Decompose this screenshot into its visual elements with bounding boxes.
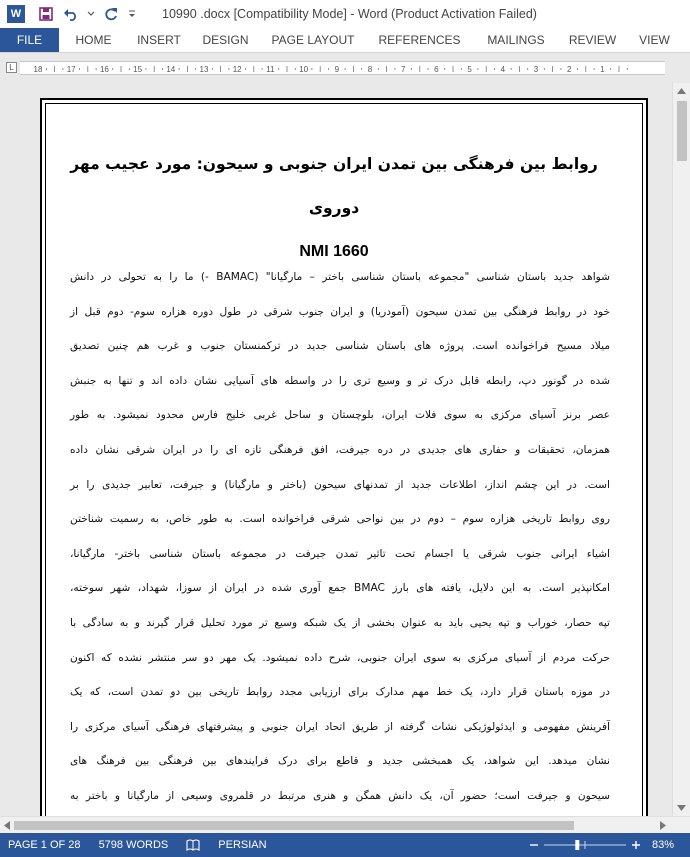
document-body[interactable]: [70, 260, 610, 814]
undo-icon[interactable]: [58, 0, 84, 28]
undo-dropdown-icon[interactable]: [84, 0, 98, 28]
document-line: آفرینش مفهومی و ایدئولوژیکی نشات گرفته از طریق اتحاد ایران جنوبی و پیشرفتهای فرهنگی آسیای مرکزی را: [70, 720, 610, 733]
document-line: عصر برنز آسیای مرکزی به سوی فلات ایران، بلوچستان و ساحل غربی خلیج فارس محدود نمیشود. به طور: [70, 409, 610, 422]
document-line: امکانپذیر است. به این دلایل، یافته های بارز BMAC جمع آوری شده در ایران از سوزا، شهداد، شهر سوخته،: [70, 582, 610, 595]
ruler-label: 10: [299, 65, 309, 74]
title-bar: [0, 0, 690, 28]
zoom-slider[interactable]: [530, 839, 640, 851]
document-line: اشیاء ایرانی جنوب شرقی یا اجسام تحت تاثیر تمدن جیرفت در مجموعه باستان شناسی باختر- مارگیانا،: [70, 547, 610, 560]
word-count[interactable]: 5798 WORDS: [98, 839, 169, 851]
document-line: روی روابط تاریخی هزاره سوم – دوم در بین نواحی شرقی فراخوانده است. به طور خاص، به رسمیت شناختن: [70, 513, 610, 526]
ruler-label: 3: [533, 65, 539, 74]
document-line: حرکت مردم از آسیای مرکزی به سوی ایران جنوبی، شرح داده نمیشود. یک مهر دو سر منتشر نشده که اکنون: [70, 651, 610, 664]
proofing-book-icon: [186, 839, 200, 851]
document-page[interactable]: [40, 98, 648, 816]
ruler-label: 17: [66, 65, 76, 74]
ribbon-tabs: [0, 28, 690, 53]
word-logo-icon[interactable]: W: [7, 5, 25, 23]
document-area[interactable]: [0, 83, 672, 816]
tab-review[interactable]: REVIEW: [568, 33, 617, 47]
document-title-line2: NMI 1660: [299, 243, 369, 260]
customize-toolbar-icon[interactable]: [124, 0, 140, 28]
redo-icon[interactable]: [98, 0, 124, 28]
page-count[interactable]: PAGE 1 OF 28: [8, 839, 81, 851]
scroll-left-icon[interactable]: [4, 821, 10, 830]
document-line: است. در این چشم انداز، اطلاعات جدید از تمدنهای سیحون (باختر و مارگیانا) و جیرفت، تعابیر جدیدی را بر: [70, 478, 610, 491]
ruler-label: 18: [33, 65, 43, 74]
ruler-label: 9: [334, 65, 340, 74]
tab-file[interactable]: FILE: [0, 28, 59, 52]
zoom-level[interactable]: 83%: [652, 839, 675, 851]
ruler-label: 16: [99, 65, 109, 74]
ruler-label: 14: [166, 65, 176, 74]
tab-home[interactable]: HOME: [75, 33, 112, 47]
ruler-label: 8: [367, 65, 373, 74]
save-icon[interactable]: [34, 0, 58, 28]
tab-design[interactable]: DESIGN: [202, 33, 249, 47]
ruler-label: 7: [400, 65, 406, 74]
window-title: 10990 .docx [Compatibility Mode] - Word (Product Activation Failed): [162, 7, 537, 21]
document-line: میلاد مسیح فراخوانده است. پروژه های باستان شناسی جدید در ترکمنستان جنوب و غرب هم چنین تصدیق: [70, 340, 610, 353]
ruler-area: [0, 53, 690, 83]
document-line: شده در گونور دپ، رابطه قابل درک تر و وسیع تری را در واسطه های آسیایی نشان داده اند و تنها به جنبش: [70, 374, 610, 387]
ruler-label: 4: [500, 65, 506, 74]
ruler-label: 1: [600, 65, 605, 74]
document-line: نشان میدهد. این شواهد، یک همبخشی جدید و قاطع برای درک فرایندهای بین فرهنگی بین فرهنگ های: [70, 755, 610, 768]
proofing-indicator[interactable]: [186, 839, 200, 851]
tab-mailings[interactable]: MAILINGS: [487, 33, 545, 47]
ruler-ticks: [20, 62, 665, 76]
tab-references[interactable]: REFERENCES: [378, 33, 461, 47]
tab-view[interactable]: VIEW: [639, 33, 670, 47]
document-title-line1: روابط بین فرهنگی بین تمدن ایران جنوبی و سیحون: مورد عجیب مهر دوروی: [70, 155, 598, 217]
zoom-in-icon: [632, 841, 640, 849]
horizontal-scroll-thumb[interactable]: [14, 821, 574, 830]
ruler-label: 15: [133, 65, 143, 74]
vertical-scroll-thumb[interactable]: [677, 101, 687, 161]
scroll-up-icon[interactable]: [677, 88, 686, 94]
ruler-label: 13: [199, 65, 209, 74]
document-line: سیحون و جیرفت است؛ حضور آن، یک دانش همگن و هنری مرتبط در قلمروی وسیعی از مارگیانا و باختر به: [70, 789, 610, 802]
ruler-label: 11: [266, 65, 275, 74]
horizontal-ruler[interactable]: [20, 61, 665, 75]
scroll-down-icon[interactable]: [677, 805, 686, 811]
ruler-label: 5: [467, 65, 472, 74]
ruler-label: 6: [434, 65, 439, 74]
ruler-label: 12: [232, 65, 242, 74]
document-title[interactable]: [62, 142, 606, 274]
zoom-slider-thumb: [575, 840, 579, 850]
ruler-label: 2: [566, 65, 572, 74]
status-bar: [0, 833, 690, 857]
quick-access-toolbar: [34, 0, 140, 28]
tab-insert[interactable]: INSERT: [137, 33, 181, 47]
document-line: تپه حصار، خوراب و تپه یحیی باید به عنوان بخشی از یک شبکه وسیع تر مورد تحلیل قرار گیرند و به سادگی با: [70, 616, 610, 629]
tab-page-layout[interactable]: PAGE LAYOUT: [271, 33, 355, 47]
document-line: شواهد جدید باستان شناسی "مجموعه باستان شناسی باختر – مارگیانا" (BAMAC -) ما را به تحولی در دانش: [70, 271, 610, 283]
language-indicator[interactable]: PERSIAN: [218, 839, 267, 851]
horizontal-scrollbar[interactable]: [0, 816, 690, 833]
tab-stop-selector[interactable]: L: [6, 62, 17, 73]
vertical-scrollbar[interactable]: [672, 83, 690, 816]
document-line: خود در روابط فرهنگی بین تمدن سیحون (آمودریا) و ایران جنوب شرقی در طول دوره هزاره سوم- دوم قبل از: [70, 305, 610, 318]
document-line: همزمان، تحقیقات و حفاری های جدیدی در دره جیرفت، افق فرهنگی تازه ای را در ایران شرقی نشان داده: [70, 443, 610, 456]
document-line: در موزه باستان قرار دارد، یک خط مهم مدارک برای ارزیابی مجدد روابط تاریخی بین دو تمدن است، که یک: [70, 686, 610, 699]
scroll-right-icon[interactable]: [660, 821, 666, 830]
